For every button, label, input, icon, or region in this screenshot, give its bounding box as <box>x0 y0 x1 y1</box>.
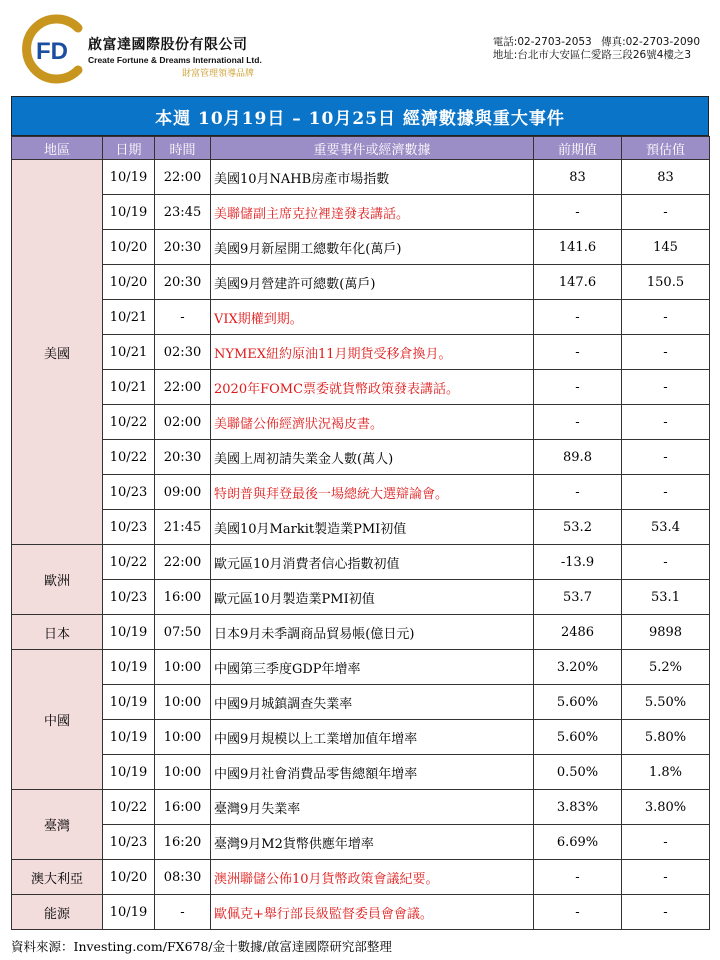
prev-value-cell: 5.60% <box>534 685 622 720</box>
table-row <box>12 160 710 195</box>
date-cell: 10/21 <box>103 370 155 405</box>
date-cell: 10/19 <box>103 615 155 650</box>
date-cell: 10/23 <box>103 475 155 510</box>
table-row <box>12 825 710 860</box>
prev-value-cell: 53.2 <box>534 510 622 545</box>
time-cell: 20:30 <box>155 440 211 475</box>
forecast-value-cell: 3.80% <box>622 790 710 825</box>
prev-value-cell: 5.60% <box>534 720 622 755</box>
prev-value-cell: 0.50% <box>534 755 622 790</box>
date-cell: 10/19 <box>103 720 155 755</box>
prev-value-cell: - <box>534 475 622 510</box>
time-cell: 22:00 <box>155 160 211 195</box>
date-cell: 10/19 <box>103 160 155 195</box>
forecast-column-header: 預估值 <box>622 137 710 160</box>
date-cell: 10/22 <box>103 790 155 825</box>
forecast-value-cell: - <box>622 860 710 895</box>
address: 地址:台北市大安區仁愛路三段26號4樓之3 <box>492 49 692 61</box>
prev-value-cell: 89.8 <box>534 440 622 475</box>
date-cell: 10/19 <box>103 685 155 720</box>
event-cell: 美國10月NAHB房產市場指數 <box>211 160 534 195</box>
company-name-zh: 啟富達國際股份有限公司 <box>88 37 248 53</box>
table-row <box>12 685 710 720</box>
prev-value-cell: 147.6 <box>534 265 622 300</box>
prev-value-cell: - <box>534 300 622 335</box>
prev-column-header: 前期值 <box>534 137 622 160</box>
forecast-value-cell: - <box>622 195 710 230</box>
region-cell: 中國 <box>12 650 103 790</box>
event-cell: 美國10月Markit製造業PMI初值 <box>211 510 534 545</box>
region-cell: 美國 <box>12 160 103 545</box>
forecast-value-cell: - <box>622 440 710 475</box>
event-cell: 美聯儲副主席克拉裡達發表講話。 <box>211 195 534 230</box>
time-cell: 16:20 <box>155 825 211 860</box>
prev-value-cell: 3.83% <box>534 790 622 825</box>
table-row <box>12 335 710 370</box>
time-cell: 02:00 <box>155 405 211 440</box>
time-cell: 10:00 <box>155 755 211 790</box>
prev-value-cell: - <box>534 370 622 405</box>
forecast-value-cell: 53.4 <box>622 510 710 545</box>
time-cell: - <box>155 895 211 930</box>
company-tagline: 財富管理領導品牌 <box>182 69 255 79</box>
table-row <box>12 860 710 895</box>
date-cell: 10/20 <box>103 860 155 895</box>
event-cell: 美聯儲公佈經濟狀況褐皮書。 <box>211 405 534 440</box>
time-cell: 10:00 <box>155 650 211 685</box>
event-cell: NYMEX紐約原油11月期貨受移倉換月。 <box>211 335 534 370</box>
table-row <box>12 790 710 825</box>
fax-number: 傳真:02-2703-2090 <box>601 36 700 48</box>
prev-value-cell: - <box>534 335 622 370</box>
date-cell: 10/19 <box>103 895 155 930</box>
event-cell: 歐元區10月消費者信心指數初值 <box>211 545 534 580</box>
date-cell: 10/19 <box>103 650 155 685</box>
forecast-value-cell: 150.5 <box>622 265 710 300</box>
time-cell: 21:45 <box>155 510 211 545</box>
time-cell: 02:30 <box>155 335 211 370</box>
date-column-header: 日期 <box>103 137 155 160</box>
forecast-value-cell: - <box>622 895 710 930</box>
time-cell: 22:00 <box>155 545 211 580</box>
forecast-value-cell: 5.80% <box>622 720 710 755</box>
time-cell: 16:00 <box>155 790 211 825</box>
forecast-value-cell: 1.8% <box>622 755 710 790</box>
prev-value-cell: - <box>534 405 622 440</box>
prev-value-cell: 3.20% <box>534 650 622 685</box>
forecast-value-cell: - <box>622 405 710 440</box>
event-cell: 臺灣9月M2貨幣供應年增率 <box>211 825 534 860</box>
company-name-block <box>88 34 262 79</box>
event-cell: 中國9月規模以上工業增加值年增率 <box>211 720 534 755</box>
prev-value-cell: 2486 <box>534 615 622 650</box>
table-row <box>12 580 710 615</box>
event-cell: 中國第三季度GDP年增率 <box>211 650 534 685</box>
region-cell: 澳大利亞 <box>12 860 103 895</box>
table-header-row <box>12 137 710 160</box>
forecast-value-cell: 5.50% <box>622 685 710 720</box>
time-cell: - <box>155 300 211 335</box>
time-cell: 22:00 <box>155 370 211 405</box>
forecast-value-cell: - <box>622 370 710 405</box>
event-column-header: 重要事件或經濟數據 <box>211 137 534 160</box>
forecast-value-cell: - <box>622 545 710 580</box>
time-cell: 16:00 <box>155 580 211 615</box>
prev-value-cell: 141.6 <box>534 230 622 265</box>
prev-value-cell: -13.9 <box>534 545 622 580</box>
prev-value-cell: 83 <box>534 160 622 195</box>
phone-number: 電話:02-2703-2053 <box>492 36 592 48</box>
forecast-value-cell: 53.1 <box>622 580 710 615</box>
date-cell: 10/22 <box>103 545 155 580</box>
table-row <box>12 300 710 335</box>
report-title: 本週 10月19日 – 10月25日 經濟數據與重大事件 <box>11 96 709 136</box>
forecast-value-cell: 83 <box>622 160 710 195</box>
table-row <box>12 650 710 685</box>
table-row <box>12 895 710 930</box>
table-row <box>12 510 710 545</box>
time-column-header: 時間 <box>155 137 211 160</box>
table-row <box>12 370 710 405</box>
prev-value-cell: 53.7 <box>534 580 622 615</box>
date-cell: 10/19 <box>103 755 155 790</box>
region-cell: 歐洲 <box>12 545 103 615</box>
time-cell: 20:30 <box>155 265 211 300</box>
table-row <box>12 195 710 230</box>
company-name-en: Create Fortune & Dreams International Ltd. <box>88 55 262 65</box>
prev-value-cell: - <box>534 895 622 930</box>
date-cell: 10/23 <box>103 510 155 545</box>
svg-text:FD: FD <box>36 38 68 65</box>
events-table <box>11 136 710 930</box>
event-cell: 中國9月社會消費品零售總額年增率 <box>211 755 534 790</box>
event-cell: 2020年FOMC票委就貨幣政策發表講話。 <box>211 370 534 405</box>
event-cell: VIX期權到期。 <box>211 300 534 335</box>
event-cell: 美國9月新屋開工總數年化(萬戶) <box>211 230 534 265</box>
forecast-value-cell: 145 <box>622 230 710 265</box>
event-cell: 中國9月城鎮調查失業率 <box>211 685 534 720</box>
table-row <box>12 545 710 580</box>
event-cell: 澳洲聯儲公佈10月貨幣政策會議紀要。 <box>211 860 534 895</box>
event-cell: 特朗普與拜登最後一場總統大選辯論會。 <box>211 475 534 510</box>
date-cell: 10/23 <box>103 580 155 615</box>
table-row <box>12 615 710 650</box>
event-cell: 美國9月營建許可總數(萬戶) <box>211 265 534 300</box>
event-cell: 美國上周初請失業金人數(萬人) <box>211 440 534 475</box>
table-row <box>12 230 710 265</box>
time-cell: 07:50 <box>155 615 211 650</box>
forecast-value-cell: - <box>622 335 710 370</box>
region-cell: 日本 <box>12 615 103 650</box>
event-cell: 歐元區10月製造業PMI初值 <box>211 580 534 615</box>
time-cell: 09:00 <box>155 475 211 510</box>
event-cell: 日本9月未季調商品貿易帳(億日元) <box>211 615 534 650</box>
date-cell: 10/19 <box>103 195 155 230</box>
company-logo-icon <box>18 14 88 84</box>
table-row <box>12 475 710 510</box>
date-cell: 10/20 <box>103 265 155 300</box>
source-note: 資料來源：Investing.com/FX678/金十數據/啟富達國際研究部整理 <box>11 939 392 954</box>
region-cell: 能源 <box>12 895 103 930</box>
prev-value-cell: - <box>534 195 622 230</box>
forecast-value-cell: - <box>622 300 710 335</box>
forecast-value-cell: - <box>622 475 710 510</box>
table-row <box>12 440 710 475</box>
date-cell: 10/23 <box>103 825 155 860</box>
page-header <box>0 0 720 92</box>
date-cell: 10/22 <box>103 440 155 475</box>
forecast-value-cell: 9898 <box>622 615 710 650</box>
table-row <box>12 720 710 755</box>
prev-value-cell: - <box>534 860 622 895</box>
date-cell: 10/20 <box>103 230 155 265</box>
region-column-header: 地區 <box>12 137 103 160</box>
event-cell: 歐佩克+舉行部長級監督委員會會議。 <box>211 895 534 930</box>
forecast-value-cell: - <box>622 825 710 860</box>
table-row <box>12 265 710 300</box>
time-cell: 10:00 <box>155 720 211 755</box>
prev-value-cell: 6.69% <box>534 825 622 860</box>
date-cell: 10/21 <box>103 335 155 370</box>
date-cell: 10/22 <box>103 405 155 440</box>
event-cell: 臺灣9月失業率 <box>211 790 534 825</box>
forecast-value-cell: 5.2% <box>622 650 710 685</box>
table-row <box>12 755 710 790</box>
region-cell: 臺灣 <box>12 790 103 860</box>
contact-info <box>493 36 700 62</box>
table-row <box>12 405 710 440</box>
time-cell: 20:30 <box>155 230 211 265</box>
date-cell: 10/21 <box>103 300 155 335</box>
time-cell: 08:30 <box>155 860 211 895</box>
time-cell: 10:00 <box>155 685 211 720</box>
time-cell: 23:45 <box>155 195 211 230</box>
